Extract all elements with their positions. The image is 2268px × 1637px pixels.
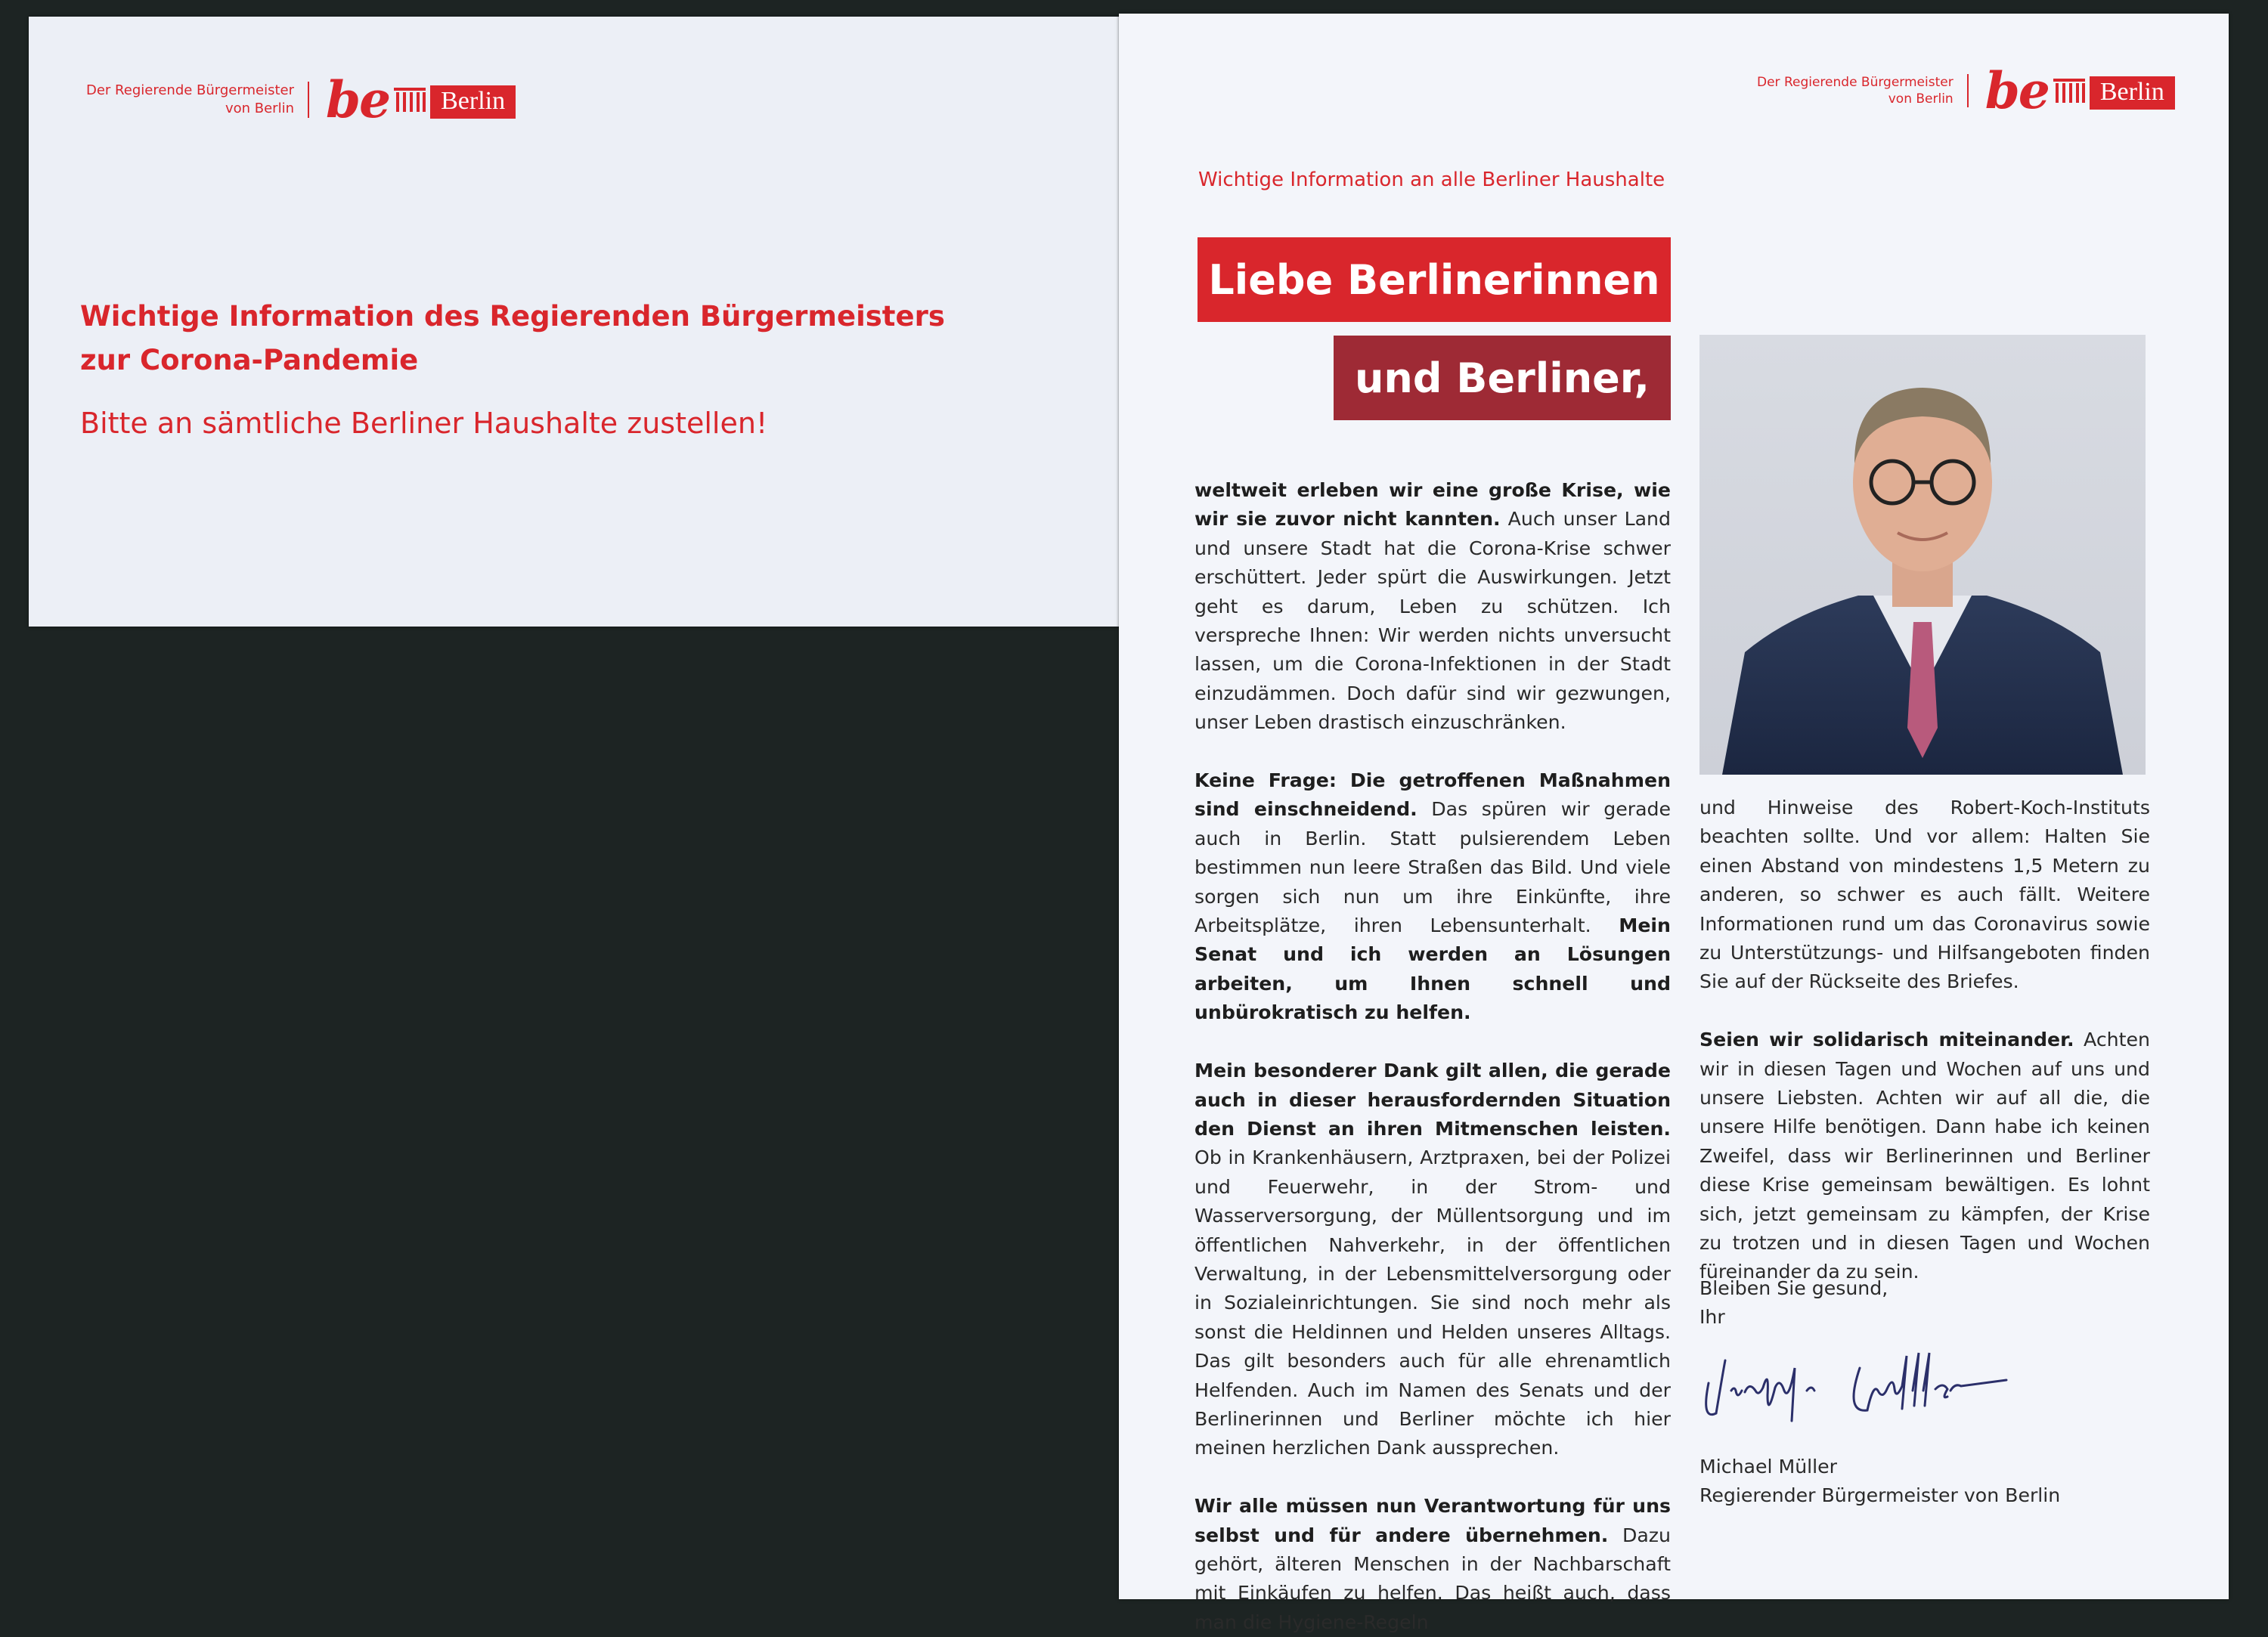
envelope-title: Wichtige Information des Regierenden Bürgermeisters zur Corona-Pandemie: [80, 300, 945, 376]
office-label: Der Regierende Bürgermeister von Berlin: [86, 82, 309, 118]
paragraph: Wir alle müssen nun Verantwortung für uns selbst und für andere übernehmen. Dazu gehört, älteren Menschen in der Nachbarschaft mit Einkäufen zu helfen. Das heißt auch, dass man die Hygiene-Regeln: [1194, 1495, 1671, 1633]
letter-column-right: [1699, 794, 2150, 1287]
berlin-badge: Berlin: [2090, 76, 2175, 110]
be-wordmark: be: [1984, 61, 2049, 120]
envelope-subtitle: Bitte an sämtliche Berliner Haushalte zustellen!: [80, 407, 768, 440]
signer-name: Michael Müller: [1699, 1456, 1838, 1478]
berlin-logo: [86, 70, 516, 129]
paragraph: Mein besonderer Dank gilt allen, die gerade auch in dieser herausfordernden Situation den Dienst an ihren Mitmenschen leisten. Ob in Krankenhäusern, Arztpraxen, bei der Polizei und Feuerwehr, in der Strom- und Wasserversorgung, der Müllentsorgung und im öffentlichen Nahverkehr, in der öffentlichen Verwaltung, in der Lebensmittelversorgung oder in Sozialeinrichtungen. Sie sind noch mehr als sonst die Heldinnen und Helden unseres Alltags. Das gilt besonders auch für alle ehrenamtlich Helfenden. Auch im Namen des Senats und der Berlinerinnen und Berliner möchte ich hier meinen herzlichen Dank aussprechen.: [1194, 1060, 1671, 1459]
brandenburg-gate-icon: [392, 83, 427, 116]
paragraph: Seien wir solidarisch miteinander. Achten wir in diesen Tagen und Wochen auf uns und unsere Liebsten. Achten wir auf all die, die unsere Hilfe benötigen. Dann habe ich keinen Zweifel, dass wir Berlinerinnen und Berliner diese Krise gemeinsam bewältigen. Es lohnt sich, jetzt gemeinsam zu kämpfen, der Krise zu trotzen und in diesen Tagen und Wochen füreinander da zu sein.: [1699, 1029, 2150, 1283]
letter-kicker: Wichtige Information an alle Berliner Haushalte: [1198, 169, 1665, 191]
paragraph: weltweit erleben wir eine große Krise, wie wir sie zuvor nicht kannten. Auch unser Land und unsere Stadt hat die Corona-Krise schwer erschüttert. Jeder spürt die Auswirkungen. Jetzt geht es darum, Leben zu schützen. Ich verspreche Ihnen: Wir werden nichts unversucht lassen, um die Corona-Infektionen in der Stadt einzudämmen. Doch dafür sind wir gezwungen, unser Leben drastisch einzuschränken.: [1194, 479, 1671, 734]
closing: Bleiben Sie gesund, Ihr: [1699, 1277, 1888, 1329]
envelope: [29, 17, 1126, 627]
letter-column-left: [1194, 476, 1671, 1637]
brandenburg-gate-icon: [2052, 74, 2087, 107]
paragraph: Keine Frage: Die getroffenen Maßnahmen sind einschneidend. Das spüren wir gerade auch in Berlin. Statt pulsierendem Leben bestimmen nun leere Straßen das Bild. Und viele sorgen sich nun um ihre Einkünfte, ihre Arbeitsplätze, ihren Lebensunterhalt. Mein Senat und ich werden an Lösungen arbeiten, um Ihnen schnell und unbürokratisch zu helfen.: [1194, 769, 1671, 1024]
handwritten-signature: [1693, 1338, 2041, 1431]
portrait-photo: [1699, 335, 2146, 775]
signer-title: Regierender Bürgermeister von Berlin: [1699, 1484, 2061, 1507]
office-label: Der Regierende Bürgermeister von Berlin: [1757, 74, 1969, 107]
letter: [1119, 14, 2229, 1633]
be-wordmark: be: [325, 70, 390, 129]
berlin-logo: [1757, 61, 2175, 120]
signer-block: [1699, 1453, 2060, 1511]
berlin-badge: Berlin: [430, 85, 516, 119]
paragraph: und Hinweise des Robert-Koch-Instituts beachten sollte. Und vor allem: Halten Sie einen Abstand von mindestens 1,5 Metern zu anderen, so schwer es auch fällt. Weitere Informationen rund um das Coronavirus sowie zu Unterstützungs- und Hilfsangeboten finden Sie auf der Rückseite des Briefes.: [1699, 797, 2150, 993]
headline-line2: und Berliner,: [1334, 336, 1671, 420]
headline-line1: Liebe Berlinerinnen: [1198, 237, 1671, 322]
